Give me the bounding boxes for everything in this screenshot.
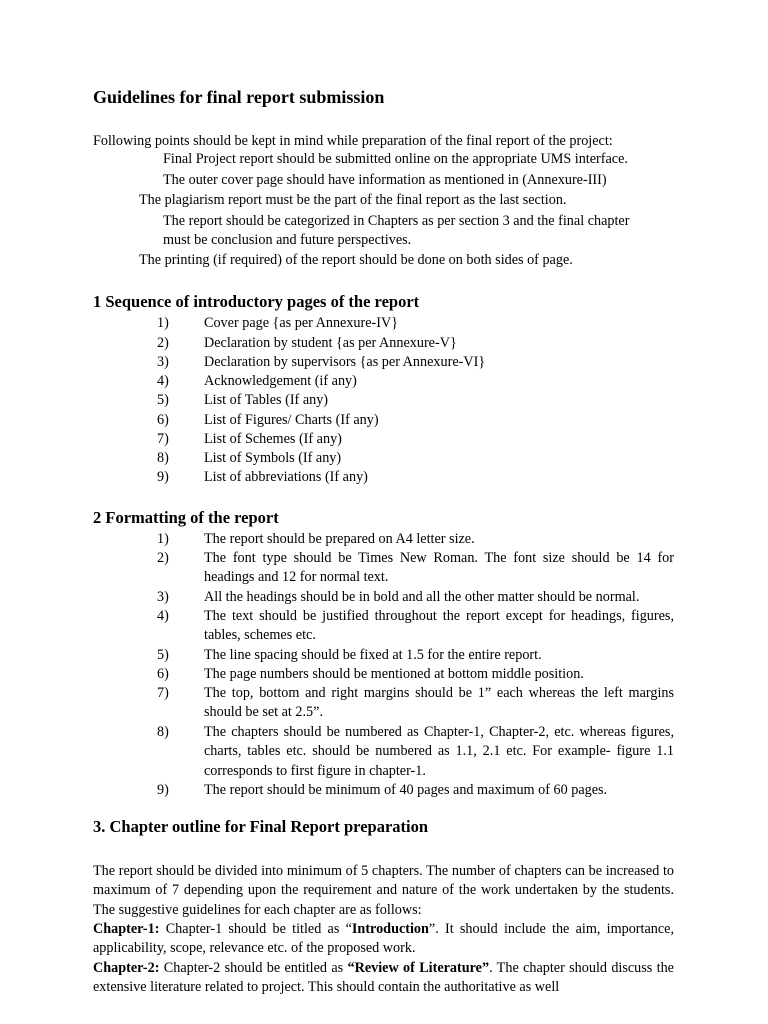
list-item: The report should be minimum of 40 pages and maximum of 60 pages. <box>204 782 608 798</box>
list-number: 7) <box>157 431 169 447</box>
intro-point: Final Project report should be submitted online on the appropriate UMS interface. <box>163 151 628 167</box>
list-item: List of Symbols (If any) <box>204 450 342 466</box>
list-number: 4) <box>157 608 169 624</box>
chapter-2-text: Chapter-2 should be entitled as <box>159 960 348 976</box>
list-number: 1) <box>157 315 169 331</box>
list-item: Cover page {as per Annexure-IV} <box>204 315 399 331</box>
chapter-2-paragraph <box>93 959 674 998</box>
section-heading: 2 Formatting of the report <box>93 508 279 527</box>
intro-lead: Following points should be kept in mind while preparation of the final report of the project: <box>93 133 613 149</box>
section-heading: 1 Sequence of introductory pages of the report <box>93 292 420 311</box>
list-number: 7) <box>157 685 169 701</box>
chapter-2-label: Chapter-2: <box>93 960 160 976</box>
list-item: Acknowledgement (if any) <box>204 373 357 389</box>
page-title: Guidelines for final report submission <box>93 87 385 107</box>
list-number: 2) <box>157 335 169 351</box>
list-number: 8) <box>157 724 169 740</box>
list-item: The report should be prepared on A4 letter size. <box>204 531 475 547</box>
intro-point: The plagiarism report must be the part of the final report as the last section. <box>139 192 567 208</box>
list-number: 8) <box>157 450 169 466</box>
chapter-1-paragraph <box>93 920 674 959</box>
list-item: The text should be justified throughout the report except for headings, figures, tables, schemes etc. <box>204 608 674 644</box>
list-number: 5) <box>157 647 169 663</box>
section-heading: 3. Chapter outline for Final Report preparation <box>93 817 429 836</box>
list-item: Declaration by supervisors {as per Annexure-VI} <box>204 354 486 370</box>
intro-point: The report should be categorized in Chapters as per section 3 and the final chapter <box>163 213 630 229</box>
list-item: Declaration by student {as per Annexure-V} <box>204 335 457 351</box>
list-item: The page numbers should be mentioned at bottom middle position. <box>204 666 584 682</box>
chapter-2-title: “Review of Literature” <box>347 960 490 976</box>
list-number: 3) <box>157 354 169 370</box>
list-item: The font type should be Times New Roman. The font size should be 14 for headings and 12 for normal text. <box>204 550 674 586</box>
intro-point: The outer cover page should have information as mentioned in (Annexure-III) <box>163 172 607 188</box>
list-number: 5) <box>157 392 169 408</box>
chapter-2-text-end: . The chapter should discuss the extensive literature related to project. This should contain the authoritative as well <box>93 960 674 996</box>
list-number: 9) <box>157 782 169 798</box>
list-number: 3) <box>157 589 169 605</box>
chapter-1-text-end: ”. It should include the aim, importance, applicability, scope, relevance etc. of the proposed work. <box>93 921 675 957</box>
list-item: List of abbreviations (If any) <box>204 469 368 485</box>
list-item: The top, bottom and right margins should be 1” each whereas the left margins should be set at 2.5”. <box>204 685 674 721</box>
list-item: List of Tables (If any) <box>204 392 329 408</box>
chapter-1-label: Chapter-1: <box>93 921 160 937</box>
list-number: 1) <box>157 531 169 547</box>
list-item: List of Figures/ Charts (If any) <box>204 412 379 428</box>
list-item: The chapters should be numbered as Chapter-1, Chapter-2, etc. whereas figures, charts, tables etc. should be numbered as 1.1, 2.1 etc. For example- figure 1.1 corresponds to first figure in chapter-1. <box>204 724 674 779</box>
list-item: The line spacing should be fixed at 1.5 for the entire report. <box>204 647 542 663</box>
chapter-intro-paragraph: The report should be divided into minimum of 5 chapters. The number of chapters can be increased to maximum of 7 depending upon the requirement and nature of the work undertaken by the students. The suggestive guidelines for each chapter are as follows: <box>93 863 674 918</box>
list-number: 2) <box>157 550 169 566</box>
chapter-1-text: Chapter-1 should be titled as “ <box>159 921 352 937</box>
list-item: All the headings should be in bold and all the other matter should be normal. <box>204 589 640 605</box>
intro-point: must be conclusion and future perspectives. <box>163 232 412 248</box>
list-item: List of Schemes (If any) <box>204 431 342 447</box>
list-number: 6) <box>157 412 169 428</box>
intro-point: The printing (if required) of the report should be done on both sides of page. <box>139 252 573 268</box>
list-number: 6) <box>157 666 169 682</box>
chapter-1-title: Introduction <box>351 921 429 937</box>
list-number: 4) <box>157 373 169 389</box>
list-number: 9) <box>157 469 169 485</box>
